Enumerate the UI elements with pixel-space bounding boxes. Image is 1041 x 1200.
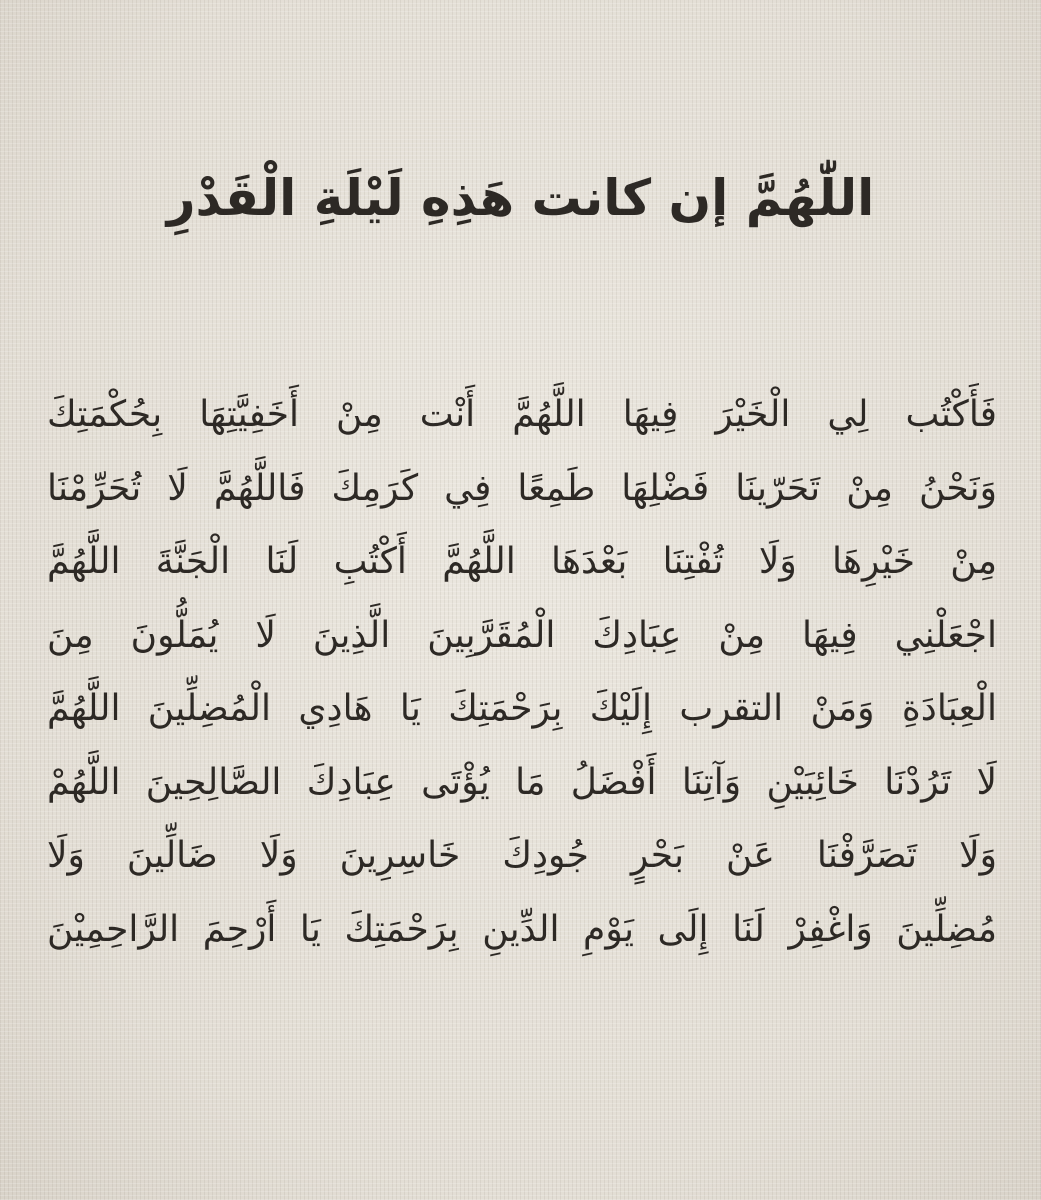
page-title: اللّٰهُمَّ إن كانت هَذِهِ لَيْلَةِ الْقَدْرِ — [166, 169, 875, 227]
prayer-text — [47, 378, 997, 966]
text-line: مِنْ خَيْرِهَا وَلَا تُفْتِنَا بَعْدَهَا اللَّهُمَّ أَكْتُبِ لَنَا الْجَنَّةَ اللَّهُمَّ — [47, 541, 997, 582]
text-line: لَا تَرُدْنَا خَائِبَيْنِ وَآتِنَا أَفْضَلُ مَا يُؤْتَى عِبَادِكَ الصَّالِحِينَ اللَّهُمْ — [47, 761, 997, 803]
text-line: وَلَا تَصَرَّفْنَا عَنْ بَحْرٍ جُودِكَ خَاسِرِينَ وَلَا ضَالِّينَ وَلَا — [47, 835, 997, 876]
text-line: وَنَحْنُ مِنْ تَحَرّينَا فَضْلِهَا طَمِعًا فِي كَرَمِكَ فَاللَّهُمَّ لَا تُحَرِّمْنَا — [47, 467, 997, 509]
text-line: فَأَكْتُب لِي الْخَيْرَ فِيهَا اللَّهُمَّ أَنْت مِنْ أَخَفِيَّتِهَا بِحُكْمَتِكَ — [47, 394, 997, 435]
text-line: مُضِلِّينَ وَاغْفِرْ لَنَا إِلَى يَوْمِ الدِّينِ بِرَحْمَتِكَ يَا أَرْحِمَ الرَّاحِمِيْنَ — [47, 908, 997, 950]
text-line: الْعِبَادَةِ وَمَنْ التقرب إِلَيْكَ بِرَحْمَتِكَ يَا هَادِي الْمُضِلِّينَ اللَّهُمَّ — [47, 688, 997, 729]
text-line: اجْعَلْنِي فِيهَا مِنْ عِبَادِكَ الْمُقَرَّبِينَ الَّذِينَ لَا يُمَلُّونَ مِنَ — [47, 614, 997, 656]
